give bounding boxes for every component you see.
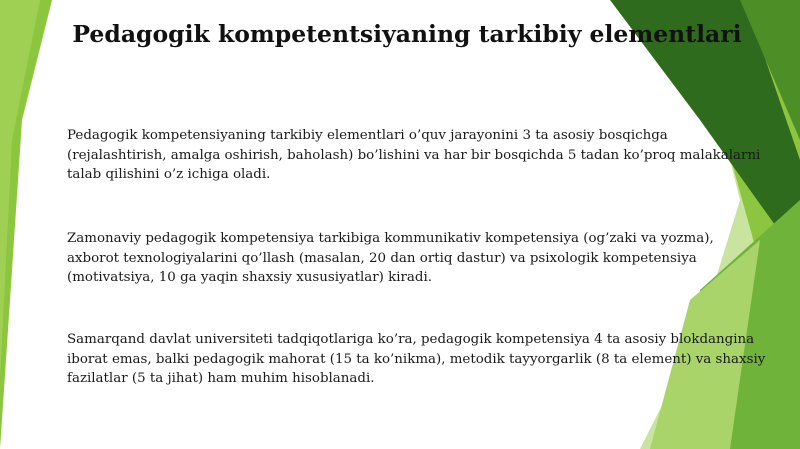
paragraph-3: Samarqand davlat universiteti tadqiqotlariga ko’ra, pedagogik kompetensiya 4 ta asosiy blokdangina iborat emas, balki pedagogik mahorat (15 ta ko’nikma), metodik tayyorgarlik (8 ta element) va shaxsiy fazilatlar (5 ta jihat) ham muhim hisoblanadi. [67,332,766,386]
slide-title: Pedagogik kompetentsiyaning tarkibiy elementlari [72,20,742,48]
paragraph-2: Zamonaviy pedagogik kompetensiya tarkibiga kommunikativ kompetensiya (og’zaki va yozma), axborot texnologiyalarini qo’llash (masalan, 20 dan ortiq dastur) va psixologik kompetensiya (motivatsiya, 10 ga yaqin shaxsiy xususiyatlar) kiradi. [67,231,714,285]
paragraph-1: Pedagogik kompetensiyaning tarkibiy elementlari o’quv jarayonini 3 ta asosiy bosqichga (rejalashtirish, amalga oshirish, baholash) bo’lishini va har bir bosqichda 5 tadan ko’proq malakalarni talab qilishini o’z ichiga oladi. [67,128,761,182]
